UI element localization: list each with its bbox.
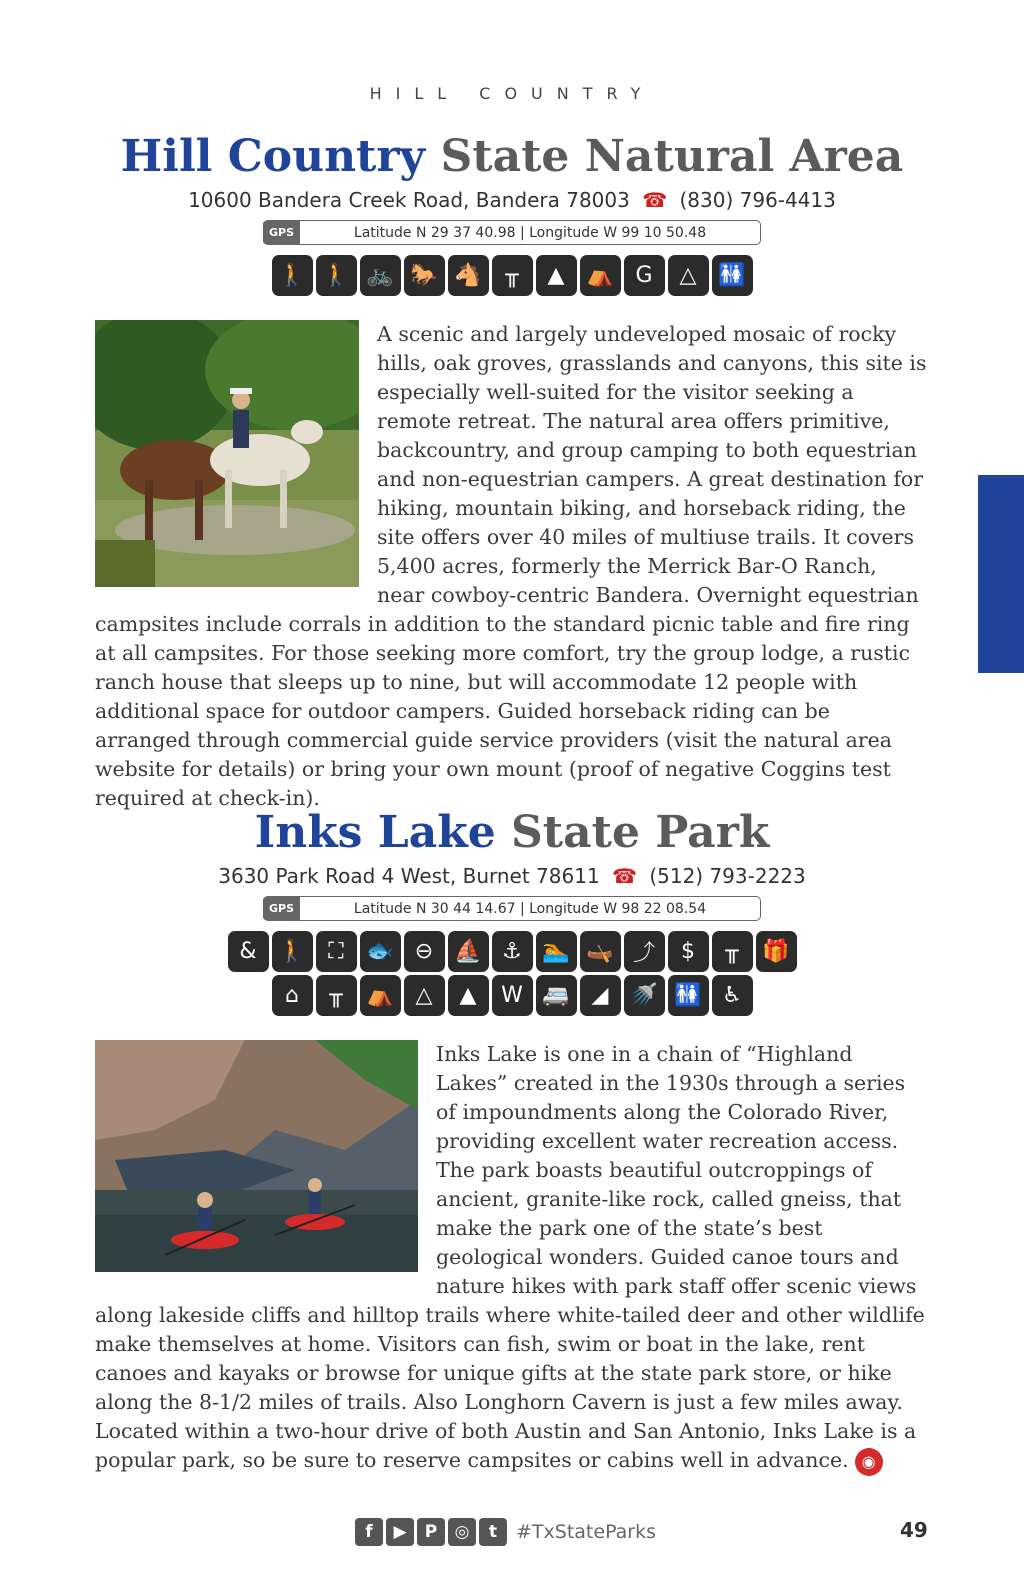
- gift-shop-icon: 🎁: [756, 931, 797, 972]
- park-name: Hill Country: [120, 131, 426, 182]
- park-address-line: [0, 864, 1024, 888]
- gps-box: [263, 896, 761, 921]
- cabins-icon: ⌂: [272, 975, 313, 1016]
- instagram-icon[interactable]: ◎: [448, 1518, 476, 1546]
- park-title: [0, 132, 1024, 182]
- restrooms-icon: 🚻: [668, 975, 709, 1016]
- park-inks-lake: [0, 808, 1024, 1016]
- interpretive-trail-icon: ⛶: [316, 931, 357, 972]
- park-phone: (830) 796-4413: [679, 188, 836, 212]
- park-address: 10600 Bandera Creek Road, Bandera 78003: [188, 188, 630, 212]
- swimming-icon: 🏊: [536, 931, 577, 972]
- campsite-fire-ring-icon: △: [668, 255, 709, 296]
- youtube-icon[interactable]: ▶: [386, 1518, 414, 1546]
- social-icons: [355, 1518, 656, 1546]
- twitter-icon[interactable]: t: [479, 1518, 507, 1546]
- gps-box: [263, 220, 761, 245]
- phone-icon: ☎: [642, 188, 668, 212]
- section-tag: HILL COUNTRY: [369, 84, 655, 103]
- hiking-icon: 🚶: [272, 931, 313, 972]
- park-body-1: [95, 320, 927, 813]
- amenity-icons-row-1: [0, 931, 1024, 972]
- primitive-camping-icon: ▲: [448, 975, 489, 1016]
- park-body-2: [95, 1040, 927, 1476]
- phone-icon: ☎: [612, 864, 637, 888]
- park-name: Inks Lake: [254, 807, 496, 858]
- canoe-icon: 🛶: [580, 931, 621, 972]
- kayakers-photo: [95, 1040, 418, 1272]
- boat-ramp-icon: ⊖: [404, 931, 445, 972]
- wifi-icon: ◉: [855, 1448, 883, 1476]
- park-address-line: [0, 188, 1024, 212]
- group-lodge-icon: G: [624, 255, 665, 296]
- horseback-riding-icon: 🐎: [404, 255, 445, 296]
- park-description-text: Inks Lake is one in a chain of “Highland Lakes” created in the 1930s through a series of impoundments along the Colorado River, providing excellent water recreation access. The park boasts beautiful outcroppings of ancient, granite-like rock, called gneiss, that make the park one of the state’s best geological wonders. Guided canoe tours and nature hikes with park staff offer scenic views along lakeside cliffs and hilltop trails where white-tailed deer and other wildlife make themselves at home. Visitors can fish, swim or boat in the lake, rent canoes and kayaks or browse for unique gifts at the state park store, or hike along the 8-1/2 miles of trails. Also Longhorn Cavern is just a few miles away. Located within a two-hour drive of both Austin and San Antonio, Inks Lake is a popular park, so be sure to reserve campsites or cabins well in advance.: [95, 1042, 925, 1472]
- dump-station-icon: ◢: [580, 975, 621, 1016]
- water-skiing-icon: ⤴: [624, 931, 665, 972]
- group-camping-icon: ⛺: [580, 255, 621, 296]
- mountain-biking-icon: 🚲: [360, 255, 401, 296]
- hiking-icon: 🚶: [316, 255, 357, 296]
- fishing-icon: 🐟: [360, 931, 401, 972]
- group-picnic-icon: ╥: [316, 975, 357, 1016]
- section-color-tab: [978, 475, 1024, 673]
- facebook-icon[interactable]: f: [355, 1518, 383, 1546]
- rv-campsites-icon: 🚐: [536, 975, 577, 1016]
- park-description: A scenic and largely undeveloped mosaic of rocky hills, oak groves, grasslands and canyons, this site is especially well-suited for the visitor seeking a remote retreat. The natural area offers primitive, backcountry, and group camping to both equestrian and non-equestrian campers. A great destination for hiking, mountain biking, and horseback riding, the site offers over 40 miles of multiuse trails. It covers 5,400 acres, formerly the Merrick Bar-O Ranch, near cowboy-centric Bandera. Overnight equestrian campsites include corrals in addition to the standard picnic table and fire ring at all campsites. For those seeking more comfort, try the group lodge, a rustic ranch house that sleeps up to nine, but will accommodate 12 people with additional space for outdoor campers. Guided horseback riding can be arranged through commercial guide service providers (visit the natural area website for details) or bring your own mount (proof of negative Coggins test required at check-in).: [95, 322, 927, 810]
- restrooms-icon: 🚻: [712, 255, 753, 296]
- group-camping-icon: ⛺: [360, 975, 401, 1016]
- boating-icon: ⛵: [448, 931, 489, 972]
- amenity-icons: [0, 255, 1024, 296]
- pinterest-icon[interactable]: P: [417, 1518, 445, 1546]
- park-phone: (512) 793-2223: [649, 864, 806, 888]
- hashtag: #TxStateParks: [516, 1521, 657, 1543]
- horseback-rider-photo: [95, 320, 359, 587]
- park-kind: State Natural Area: [440, 131, 904, 182]
- boat-rentals-icon: $: [668, 931, 709, 972]
- park-title: [0, 808, 1024, 858]
- hiking-with-dog-icon: 🚶: [272, 255, 313, 296]
- park-address: 3630 Park Road 4 West, Burnet 78611: [218, 864, 600, 888]
- accessible-icon: ♿: [712, 975, 753, 1016]
- gps-label: GPS: [263, 897, 300, 920]
- amenity-icons-row-2: [0, 975, 1024, 1016]
- horse-camping-icon: 🐴: [448, 255, 489, 296]
- gps-coordinates: Latitude N 30 44 14.67 | Longitude W 98 22 08.54: [353, 900, 707, 917]
- picnic-table-icon: ╥: [712, 931, 753, 972]
- gps-label: GPS: [263, 221, 300, 244]
- campsites-water-icon: W: [492, 975, 533, 1016]
- park-hill-country: [0, 132, 1024, 296]
- primitive-camping-icon: ▲: [536, 255, 577, 296]
- park-kind: State Park: [511, 807, 770, 858]
- gps-coordinates: Latitude N 29 37 40.98 | Longitude W 99 10 50.48: [353, 224, 707, 241]
- fishing-pier-icon: ⚓: [492, 931, 533, 972]
- campsite-fire-ring-icon: △: [404, 975, 445, 1016]
- picnic-table-icon: ╥: [492, 255, 533, 296]
- page-number: 49: [900, 1518, 928, 1542]
- cabins-cc-icon: &: [228, 931, 269, 972]
- showers-icon: 🚿: [624, 975, 665, 1016]
